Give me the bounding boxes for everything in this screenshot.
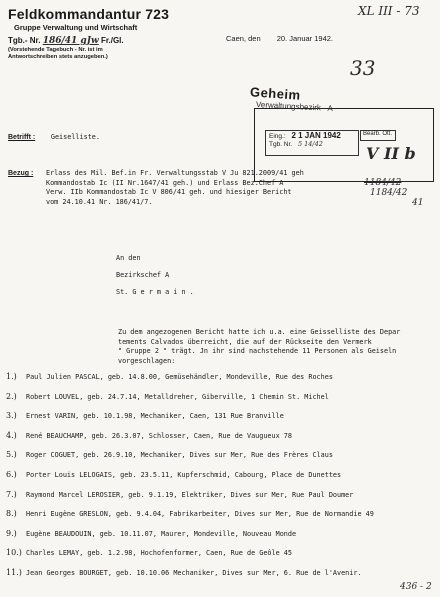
intro-line: tements Calvados überreicht, die auf der Rückseite den Vermerk (118, 337, 372, 346)
bezug-line: Erlass des Mil. Bef.in Fr. Verwaltungsstab V Ju 821.2009/41 geh (46, 169, 304, 177)
bezug-line: Verw. IIb Kommandostab Ic V 806/41 geh. und hiesiger Bericht (46, 188, 292, 196)
handwritten-margin-a: 1184/42 (364, 178, 402, 188)
intro-line: " Gruppe 2 " trägt. Jn ihr sind nachstehende 11 Personen als Geiseln (118, 347, 397, 355)
recipient-line1: An den (116, 254, 141, 262)
letterhead-title: Feldkommandantur 723 (8, 6, 170, 22)
list-item-number: 4.) (6, 430, 17, 440)
geheim-stamp: Geheim (249, 84, 302, 103)
list-item-number: 7.) (6, 489, 17, 499)
list-item-number: 1.) (6, 372, 17, 381)
list-item-text: René BEAUCHAMP, geb. 26.3.07, Schlosser, Caen, Rue de Vaugueux 78 (26, 431, 292, 440)
date: 20. Januar 1942. (276, 34, 334, 43)
list-item-number: 2.) (6, 391, 17, 401)
list-item (6, 411, 374, 431)
intro-paragraph (118, 328, 400, 366)
stamp-receipt-fields (265, 130, 359, 156)
handwritten-margin-c: 41 (412, 198, 424, 208)
list-item (6, 509, 374, 529)
intro-line: vorgeschlagen: (118, 356, 176, 365)
stamp-bearb-label: Bearb. Ott. (360, 130, 396, 141)
recipient-line2: Bezirkschef A (116, 271, 170, 279)
list-item-text: Henri Eugène GRESLON, geb. 9.4.04, Fabrikarbeiter, Dives sur Mer, Rue de Normandie 49 (26, 510, 374, 519)
letterhead-subtitle: Gruppe Verwaltung und Wirtschaft (14, 23, 138, 32)
handwritten-margin-b: 1184/42 (370, 188, 408, 198)
tgb-label: Tgb.- Nr. (8, 36, 41, 45)
stamp-eing-date: 2 1 JAN 1942 (291, 131, 341, 140)
stamp-mark: V II b (366, 144, 416, 163)
bezug-line: vom 24.10.41 Nr. 186/41/7. (46, 197, 153, 206)
list-item-number: 6.) (6, 469, 17, 479)
list-item (6, 431, 374, 451)
list-item-number: 8.) (6, 509, 17, 519)
list-item (6, 529, 374, 549)
bezug-text (46, 169, 304, 207)
tgb-reference (8, 36, 169, 46)
list-item-text: Robert LOUVEL, geb. 24.7.14, Metalldreher, Giberville, 1 Chemin St. Michel (26, 392, 329, 401)
betrifft-text: Geiselliste. (50, 133, 100, 141)
letterhead (8, 6, 169, 60)
stamp-tgb-label: Tgb. Nr. (269, 141, 293, 148)
list-item-text: Charles LEMAY, geb. 1.2.98, Hochofenformer, Caen, Rue de Geôle 45 (26, 549, 292, 558)
list-item (6, 548, 374, 568)
bezug-line: Kommandostab Ic (II Nr.1647/41 geh.) und Erlass Bez.Chef A (46, 178, 284, 187)
stamp-tgb-row (266, 140, 358, 148)
list-item-number: 11.) (6, 567, 22, 577)
tgb-suffix: Fr./Gl. (100, 36, 124, 45)
stamp-eing-row (266, 131, 358, 140)
place: Caen, den (226, 34, 261, 43)
recipient-line3: St. G e r m a i n . (116, 288, 194, 296)
hostage-list (6, 372, 374, 588)
list-item-number: 10.) (6, 548, 22, 558)
betrifft-label: Betrifft : (8, 134, 36, 141)
list-item-number: 9.) (6, 528, 17, 538)
list-item (6, 568, 374, 588)
list-item (6, 372, 374, 392)
list-item-number: 5.) (6, 450, 17, 460)
tgb-number: 186/41 gJw (42, 36, 99, 46)
list-item-text: Raymond Marcel LEROSIER, geb. 9.1.19, Elektriker, Dives sur Mer, Rue Paul Doumer (26, 490, 354, 499)
tgb-note (8, 47, 169, 60)
handwritten-bottom-right: 436 - 2 (400, 582, 432, 592)
stamp-district: Verwaltungsbezirk - A (255, 99, 334, 114)
stamp-tgb-value: 5 14/42 (297, 140, 323, 148)
list-item (6, 450, 374, 470)
list-item-text: Eugène BEAUDOUIN, geb. 10.11.07, Maurer, Mondeville, Nouveau Monde (26, 529, 297, 538)
list-item (6, 392, 374, 412)
bezug-label: Bezug : (8, 170, 34, 177)
handwritten-number: 33 (350, 56, 376, 80)
tgb-note-line2: Antwortschreiben stets anzugeben.) (8, 53, 108, 60)
intro-line: Zu dem angezogenen Bericht hatte ich u.a. eine Geisselliste des Depar (118, 328, 401, 336)
stamp-eing-label: Eing.: (269, 133, 286, 140)
list-item (6, 490, 374, 510)
list-item-text: Ernest VARIN, geb. 10.1.98, Mechaniker, Caen, 131 Rue Branville (26, 412, 284, 421)
list-item-number: 3.) (6, 411, 17, 421)
handwritten-top-right: XL III - 73 (358, 4, 420, 18)
list-item-text: Porter Louis LELOGAIS, geb. 23.5.11, Kupferschmid, Cabourg, Place de Dunettes (26, 470, 342, 479)
list-item-text: Jean Georges BOURGET, geb. 10.10.06 Mechaniker, Dives sur Mer, 6. Rue de l'Avenir. (26, 568, 362, 577)
list-item (6, 470, 374, 490)
tgb-note-line1: (Vorstehende Tagebuch - Nr. ist im (8, 47, 103, 53)
place-date (226, 34, 333, 44)
list-item-text: Roger COGUET, geb. 26.9.10, Mechaniker, Dives sur Mer, Rue des Frères Claus (26, 451, 333, 460)
list-item-text: Paul Julien PASCAL, geb. 14.8.00, Gemüsehändler, Mondeville, Rue des Roches (26, 373, 333, 381)
betrifft-section (8, 124, 100, 143)
